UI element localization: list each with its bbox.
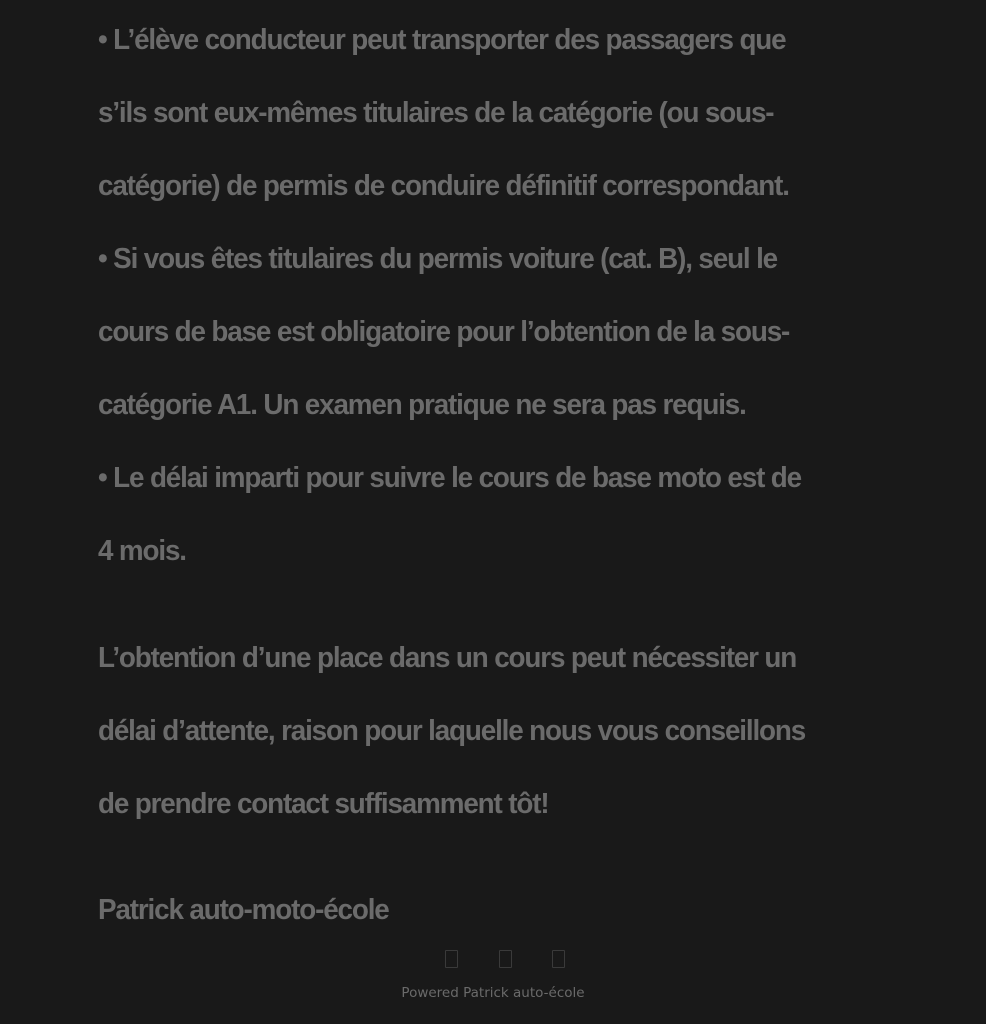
email-icon[interactable] <box>552 950 565 968</box>
article-line: catégorie A1. Un examen pratique ne sera pas requis. <box>98 389 746 421</box>
article-line: • Si vous êtes titulaires du permis voiture (cat. B), seul le <box>98 243 778 275</box>
article-line: • L’élève conducteur peut transporter des passagers que <box>98 24 786 56</box>
facebook-icon[interactable] <box>445 950 458 968</box>
article-line: 4 mois. <box>98 535 186 567</box>
signature: Patrick auto-moto-école <box>98 894 389 926</box>
article-line: délai d’attente, raison pour laquelle nous vous conseillons <box>98 715 806 747</box>
article-line: • Le délai imparti pour suivre le cours de base moto est de <box>98 462 801 494</box>
article-line: cours de base est obligatoire pour l’obtention de la sous- <box>98 316 790 348</box>
article-line: s’ils sont eux-mêmes titulaires de la catégorie (ou sous- <box>98 97 774 129</box>
article-line: de prendre contact suffisamment tôt! <box>98 788 549 820</box>
instagram-icon[interactable] <box>499 950 512 968</box>
social-links <box>440 950 570 976</box>
article-line: catégorie) de permis de conduire définitif correspondant. <box>98 170 789 202</box>
powered-by-text: Powered Patrick auto-école <box>401 985 585 1001</box>
article-line: L’obtention d’une place dans un cours peut nécessiter un <box>98 642 797 674</box>
